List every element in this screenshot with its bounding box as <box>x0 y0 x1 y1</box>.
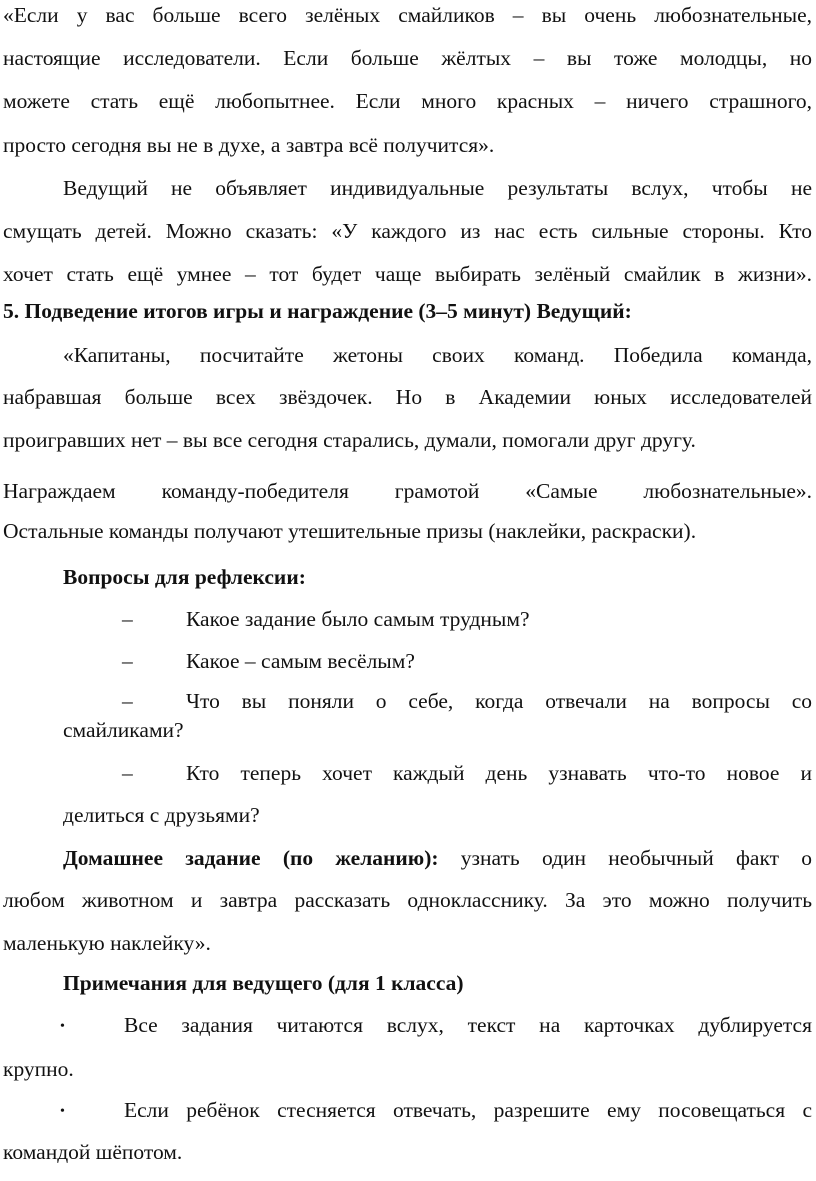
note-2-line-2: командой шёпотом. <box>3 1140 183 1164</box>
paragraph-3-line-3: проигравших нет – вы все сегодня старались, думали, помогали друг другу. <box>3 428 696 452</box>
reflection-question-2: Какое – самым весёлым? <box>186 649 415 673</box>
reflection-question-4-line-2: делиться с друзьями? <box>63 803 260 827</box>
bullet-icon: • <box>60 1019 65 1034</box>
bullet-icon: • <box>60 1104 65 1119</box>
list-dash: – <box>122 761 133 785</box>
paragraph-1-line-4: просто сегодня вы не в духе, а завтра всё получится». <box>3 133 495 157</box>
paragraph-1-line-1: «Если у вас больше всего зелёных смайликов – вы очень любознательные, <box>3 3 812 27</box>
homework-line-2: любом животном и завтра рассказать однокласснику. За это можно получить <box>3 888 812 912</box>
list-dash: – <box>122 649 133 673</box>
reflection-question-3-line-1: Что вы поняли о себе, когда отвечали на вопросы со <box>186 689 812 713</box>
paragraph-2-line-3: хочет стать ещё умнее – тот будет чаще выбирать зелёный смайлик в жизни». <box>3 262 812 286</box>
paragraph-2-line-2: смущать детей. Можно сказать: «У каждого из нас есть сильные стороны. Кто <box>3 219 812 243</box>
reflection-question-1: Какое задание было самым трудным? <box>186 607 530 631</box>
note-2-line-1: Если ребёнок стесняется отвечать, разрешите ему посовещаться с <box>124 1098 812 1122</box>
notes-heading: Примечания для ведущего (для 1 класса) <box>63 971 464 995</box>
note-1-line-1: Все задания читаются вслух, текст на карточках дублируется <box>124 1013 812 1037</box>
list-dash: – <box>122 689 133 713</box>
list-dash: – <box>122 607 133 631</box>
homework-text: узнать один необычный факт о <box>460 846 813 870</box>
section-5-heading: 5. Подведение итогов игры и награждение (3–5 минут) Ведущий: <box>3 299 632 323</box>
homework-label: Домашнее задание (по желанию): <box>63 846 439 870</box>
paragraph-2-line-1: Ведущий не объявляет индивидуальные результаты вслух, чтобы не <box>63 176 812 200</box>
paragraph-1-line-3: можете стать ещё любопытнее. Если много красных – ничего страшного, <box>3 89 812 113</box>
paragraph-3-line-2: набравшая больше всех звёздочек. Но в Академии юных исследователей <box>3 385 812 409</box>
note-1-line-2: крупно. <box>3 1057 74 1081</box>
paragraph-4-line-2: Остальные команды получают утешительные призы (наклейки, раскраски). <box>3 519 697 543</box>
homework-line-1 <box>63 848 812 870</box>
reflection-heading: Вопросы для рефлексии: <box>63 565 306 589</box>
paragraph-4-line-1: Награждаем команду-победителя грамотой «Самые любознательные». <box>3 479 812 503</box>
paragraph-1-line-2: настоящие исследователи. Если больше жёлтых – вы тоже молодцы, но <box>3 46 812 70</box>
homework-line-3: маленькую наклейку». <box>3 931 211 955</box>
paragraph-3-line-1: «Капитаны, посчитайте жетоны своих команд. Победила команда, <box>63 343 812 367</box>
reflection-question-4-line-1: Кто теперь хочет каждый день узнавать что-то новое и <box>186 761 812 785</box>
reflection-question-3-line-2: смайликами? <box>63 718 184 742</box>
